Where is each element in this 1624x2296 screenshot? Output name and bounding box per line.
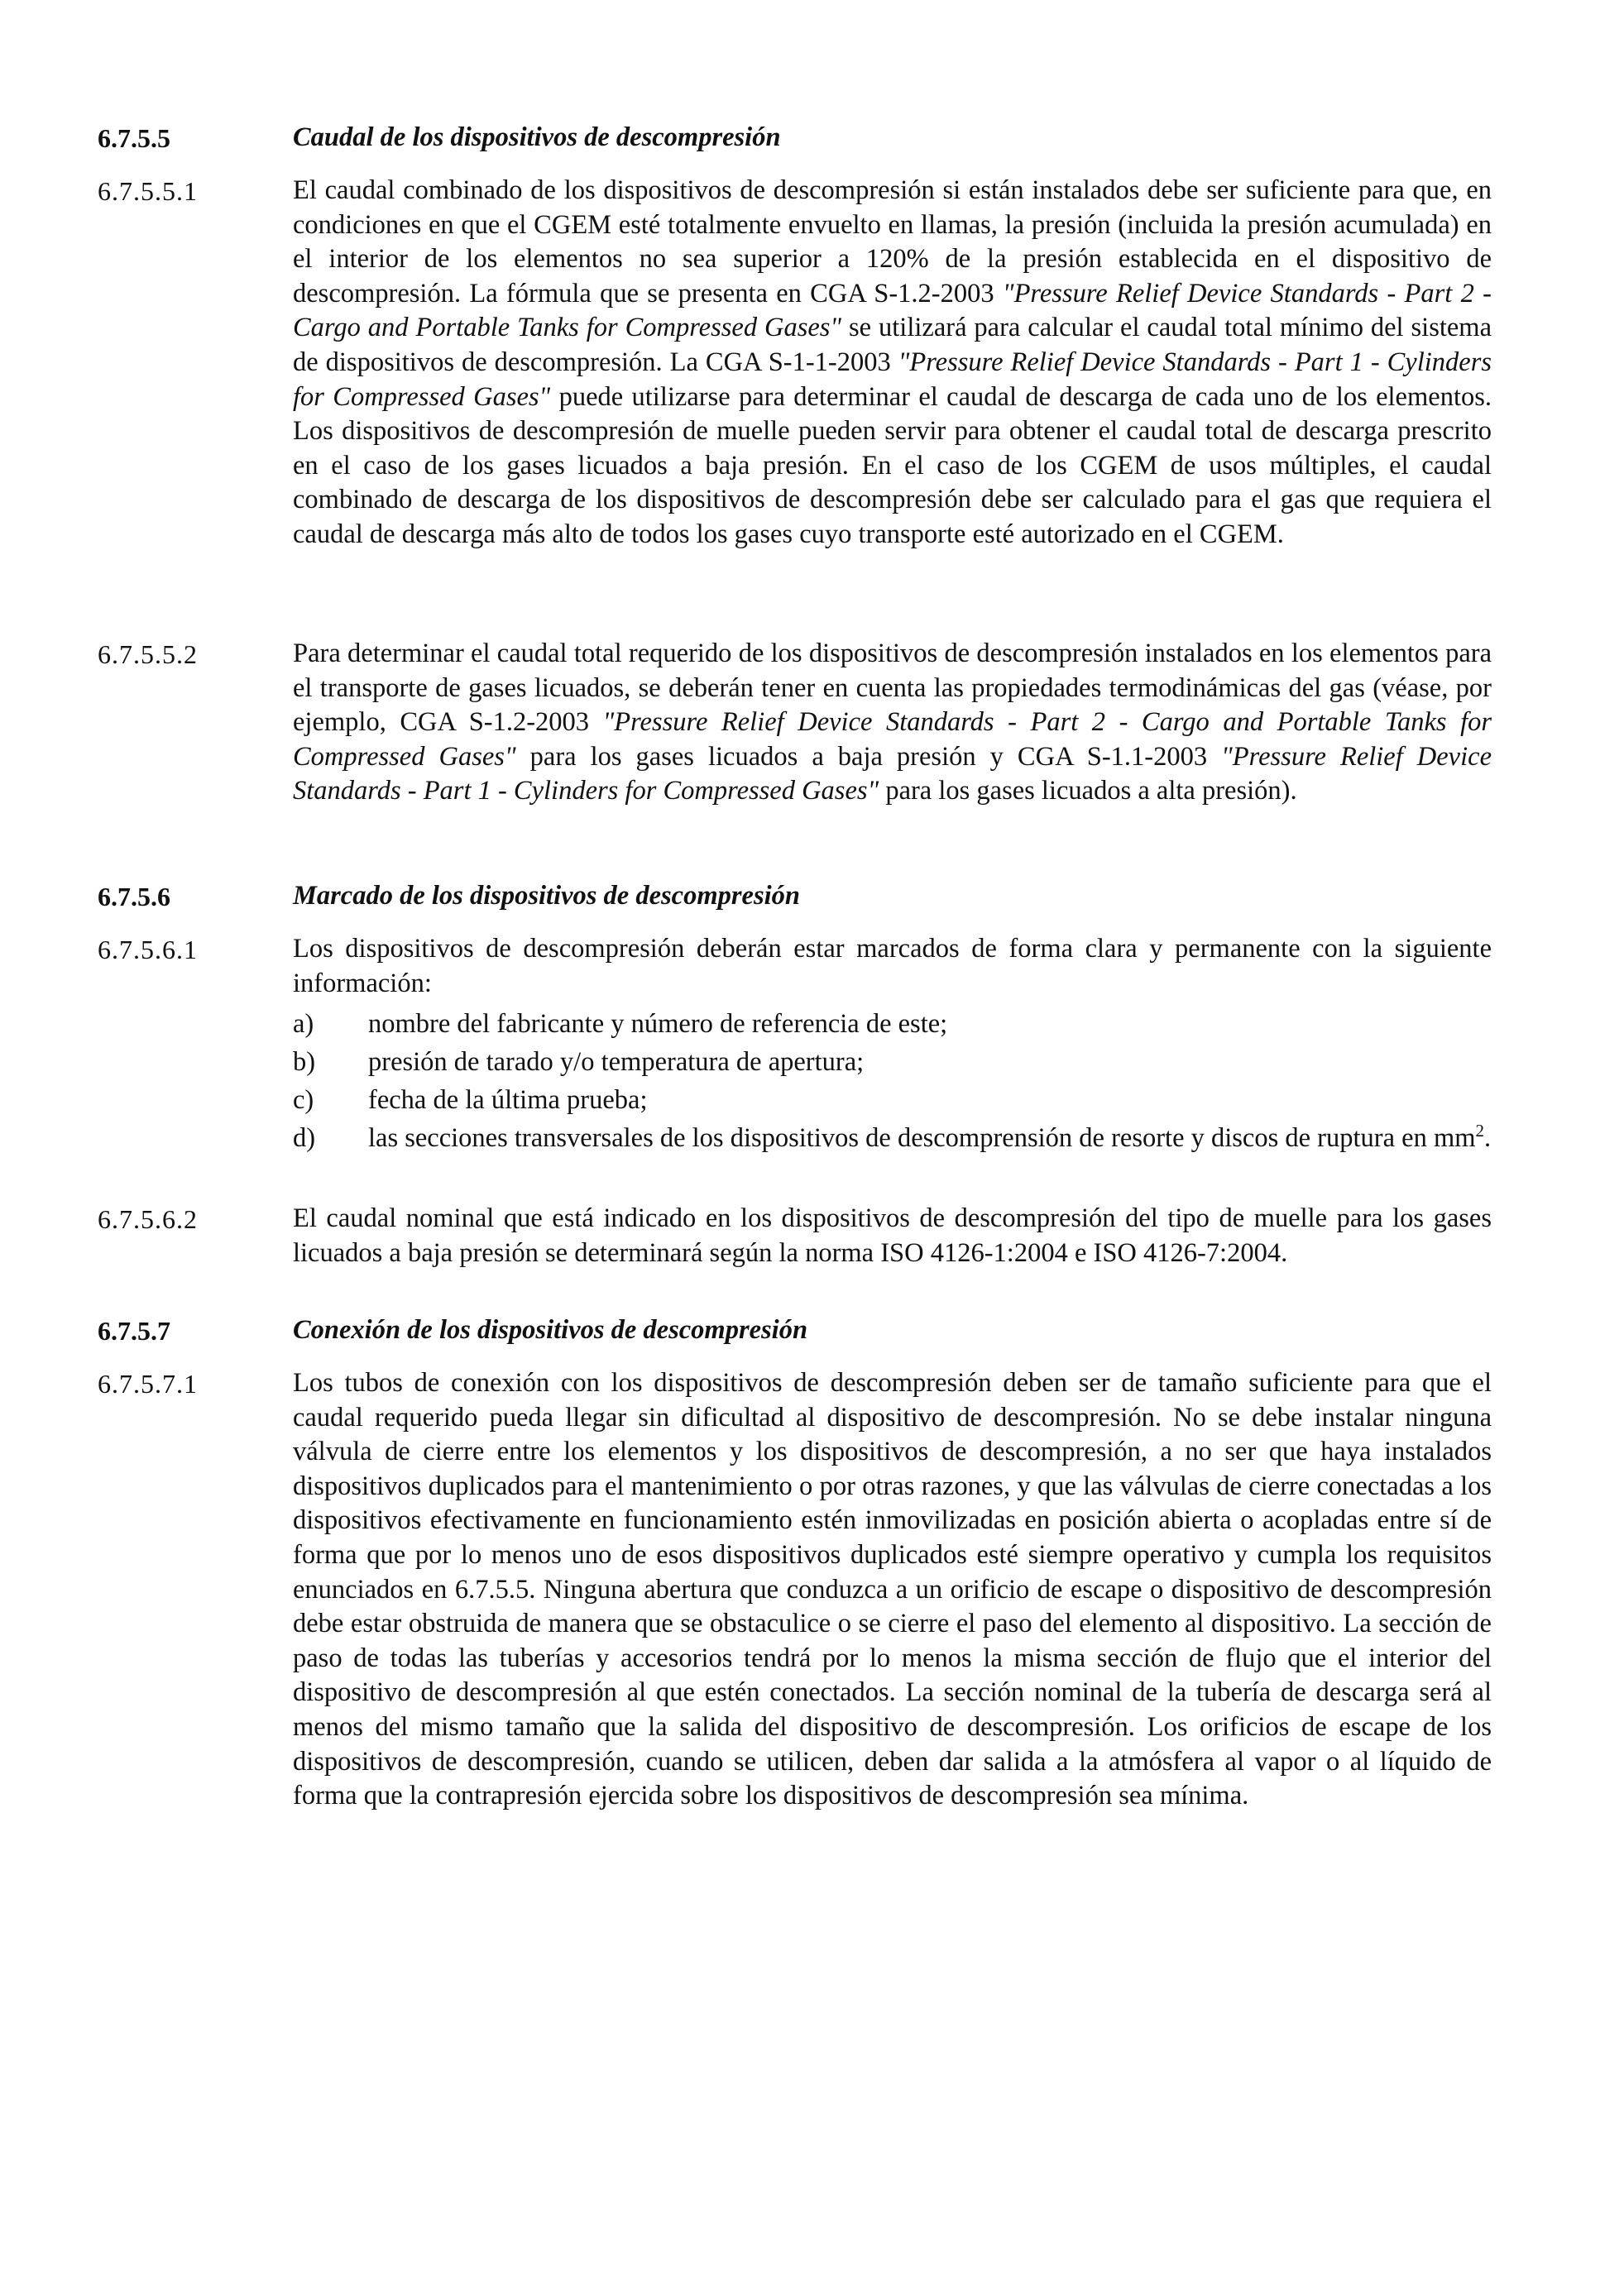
marking-list [293, 1007, 1492, 1156]
list-item-letter: a) [293, 1009, 314, 1040]
list-item [293, 1007, 1492, 1042]
section-number: 6.7.5.6 [98, 882, 170, 911]
text-run: para los gases licuados a alta presión). [879, 776, 1297, 806]
list-item [293, 1083, 1492, 1118]
text-run: las secciones transversales de los dispositivos de descomprensión de resorte y discos de ruptura en mm [368, 1123, 1476, 1154]
section-number: 6.7.5.5 [98, 123, 170, 153]
list-item-text: nombre del fabricante y número de referencia de este; [368, 1009, 948, 1040]
paragraph-67552 [98, 637, 1492, 809]
section-heading-6755 [98, 121, 1492, 155]
section-number: 6.7.5.7 [98, 1316, 170, 1346]
paragraph-text [293, 637, 1492, 809]
list-item-letter: c) [293, 1085, 314, 1116]
paragraph-text [293, 932, 1492, 1156]
list-item-letter: b) [293, 1047, 316, 1078]
paragraph-number: 6.7.5.5.2 [98, 639, 198, 669]
paragraph-67551 [98, 174, 1492, 552]
paragraph-text [293, 174, 1492, 552]
italic-reference: "Pressure Relief Device Standards - Part 2 - Cargo and Portable Tanks for Compressed Gases" [293, 278, 1492, 343]
italic-reference: "Pressure Relief Device Standards - Part 2 - Cargo and Portable Tanks for Compressed Gases" [293, 707, 1492, 772]
list-item [293, 1045, 1492, 1080]
list-item-text: fecha de la última prueba; [368, 1085, 648, 1116]
section-title: Marcado de los dispositivos de descompresión [293, 881, 800, 911]
section-heading-6756 [98, 879, 1492, 914]
paragraph-number: 6.7.5.6.2 [98, 1204, 198, 1234]
paragraph-text: El caudal nominal que está indicado en los dispositivos de descompresión del tipo de muelle para los gases licuados a baja presión se determinará según la norma ISO 4126-1:2004 e ISO 4126-7:2004. [293, 1203, 1492, 1268]
text-run: El caudal combinado de los dispositivos de descompresión si están instalados debe ser suficiente para que, en condiciones en que el CGEM esté totalmente envuelto en llamas, la presión (incluida la presión acumulada) en el interior de los elementos no sea superior a 120% de la presión establecida en el dispositivo de descompresión. La fórmula que se presenta en CGA S-1.2-2003 [293, 175, 1492, 309]
list-item-text: presión de tarado y/o temperatura de apertura; [368, 1047, 865, 1078]
italic-reference: "Pressure Relief Device Standards - Part 1 - Cylinders for Compressed Gases" [293, 347, 1492, 412]
text-run: para los gases licuados a baja presión y CGA S-1.1-2003 [515, 741, 1222, 772]
section-heading-6757 [98, 1313, 1492, 1348]
italic-reference: "Pressure Relief Device Standards - Part 1 - Cylinders for Compressed Gases" [293, 741, 1492, 806]
paragraph-number: 6.7.5.5.1 [98, 176, 198, 206]
paragraph-number: 6.7.5.7.1 [98, 1369, 198, 1399]
section-title: Conexión de los dispositivos de descompresión [293, 1315, 808, 1345]
paragraph-67571 [98, 1366, 1492, 1814]
list-item-letter: d) [293, 1123, 316, 1154]
paragraph-67561 [98, 932, 1492, 1156]
text-run: . [1484, 1123, 1492, 1154]
text-run: se utilizará para calcular el caudal total mínimo del sistema de dispositivos de descompresión. La CGA S-1-1-2003 [293, 313, 1492, 377]
text-run: Para determinar el caudal total requerido de los dispositivos de descompresión instalados en los elementos para el transporte de gases licuados, se deberán tener en cuenta las propiedades termodinámicas del gas (véase, por ejemplo, CGA S-1.2-2003 [293, 639, 1492, 738]
section-title: Caudal de los dispositivos de descompresión [293, 122, 781, 152]
paragraph-number: 6.7.5.6.1 [98, 935, 198, 964]
superscript: 2 [1475, 1121, 1484, 1141]
paragraph-text: Los tubos de conexión con los dispositivos de descompresión deben ser de tamaño suficiente para que el caudal requerido pueda llegar sin dificultad al dispositivo de descompresión. No se debe instalar ninguna válvula de cierre entre los elementos y los dispositivos de descompresión, a no ser que haya instalados dispositivos duplicados para el mantenimiento o por otras razones, y que las válvulas de cierre conectadas a los dispositivos efectivamente en funcionamiento estén inmovilizadas en posición abierta o acopladas entre sí de forma que por lo menos uno de esos dispositivos duplicados esté siempre operativo y cumpla los requisitos enunciados en 6.7.5.5. Ninguna abertura que conduzca a un orificio de escape o dispositivo de descompresión debe estar obstruida de manera que se obstaculice o se cierre el paso del elemento al dispositivo. La sección de paso de todas las tuberías y accesorios tendrá por lo menos la misma sección de flujo que el interior del dispositivo de descompresión al que estén conectados. La sección nominal de la tubería de descarga será al menos del mismo tamaño que la salida del dispositivo de descompresión. Los orificios de escape de los dispositivos de descompresión, cuando se utilicen, deben dar salida a la atmósfera al vapor o al líquido de forma que la contrapresión ejercida sobre los dispositivos de descompresión sea mínima. [293, 1368, 1492, 1811]
list-item [293, 1122, 1492, 1156]
list-item-text [368, 1122, 1492, 1156]
paragraph-67562 [98, 1202, 1492, 1270]
paragraph-intro: Los dispositivos de descompresión deberán estar marcados de forma clara y permanente con la siguiente información: [293, 934, 1492, 998]
text-run: puede utilizarse para determinar el caudal de descarga de cada uno de los elementos. Los dispositivos de descompresión de muelle pueden servir para obtener el caudal total de descarga prescrito en el caso de los gases licuados a baja presión. En el caso de los CGEM de usos múltiples, el caudal combinado de descarga de los dispositivos de descompresión debe ser calculado para el gas que requiera el caudal de descarga más alto de todos los gases cuyo transporte esté autorizado en el CGEM. [293, 381, 1492, 549]
